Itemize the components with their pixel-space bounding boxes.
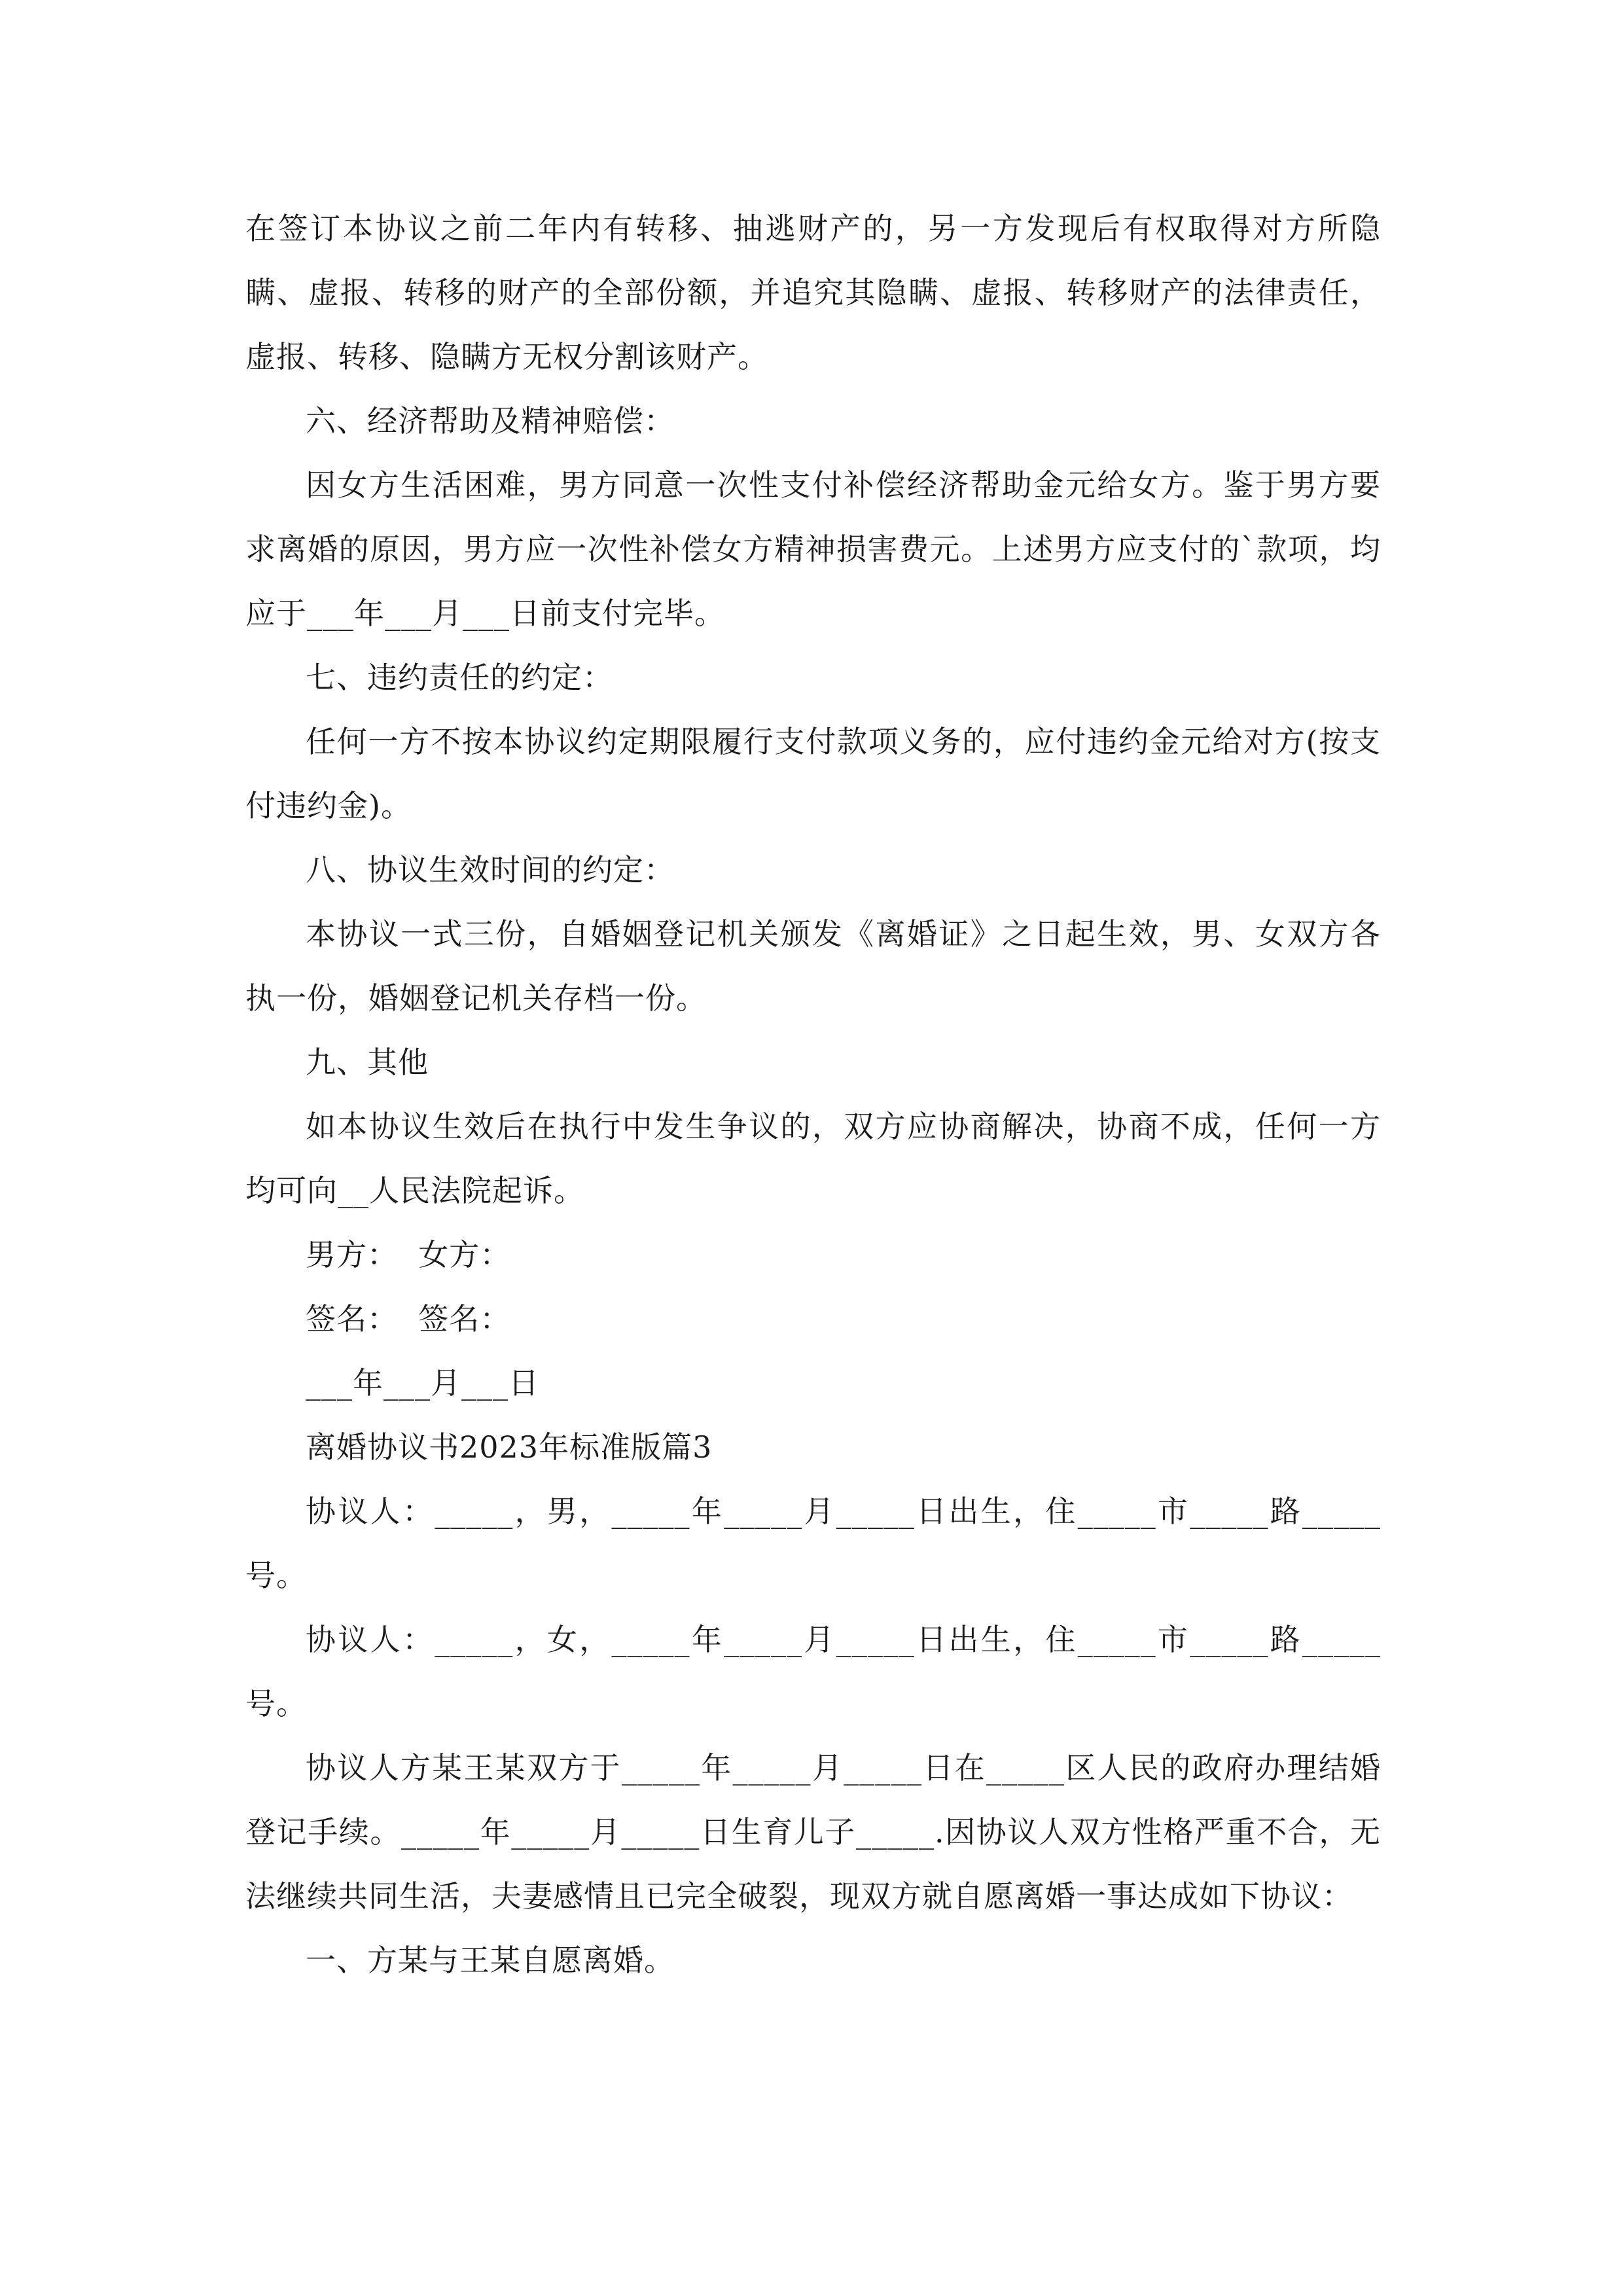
paragraph-property-concealment: 在签订本协议之前二年内有转移、抽逃财产的，另一方发现后有权取得对方所隐瞒、虚报、转移的财产的全部份额，并追究其隐瞒、虚报、转移财产的法律责任，虚报、转移、隐瞒方无权分割该财产。 xyxy=(245,211,1381,374)
signature-parties: 男方： 女方： xyxy=(306,1237,511,1272)
paragraph-party-male: 协议人：_____，男，_____年_____月_____日出生，住_____市_____路_____号。 xyxy=(245,1494,1381,1593)
signature-date: ___年___月___日 xyxy=(306,1365,539,1401)
heading-economic-help: 六、经济帮助及精神赔偿： xyxy=(306,403,675,439)
heading-breach-liability: 七、违约责任的约定： xyxy=(306,660,613,695)
paragraph-economic-help: 因女方生活困难，男方同意一次性支付补偿经济帮助金元给女方。鉴于男方要求离婚的原因，男方应一次性补偿女方精神损害费元。上述男方应支付的`款项，均应于___年___月___日前支付完毕。 xyxy=(245,467,1381,631)
paragraph-effective-time: 本协议一式三份，自婚姻登记机关颁发《离婚证》之日起生效，男、女双方各执一份，婚姻登记机关存档一份。 xyxy=(245,916,1381,1016)
paragraph-dispute: 如本协议生效后在执行中发生争议的，双方应协商解决，协商不成，任何一方均可向__人民法院起诉。 xyxy=(245,1109,1381,1208)
heading-other: 九、其他 xyxy=(306,1045,429,1080)
section-title-version-3: 离婚协议书2023年标准版篇3 xyxy=(306,1429,713,1465)
signature-names: 签名： 签名： xyxy=(306,1301,511,1336)
paragraph-background: 协议人方某王某双方于_____年_____月_____日在_____区人民的政府办理结婚登记手续。_____年_____月_____日生育儿子_____.因协议人双方性格严重不合，无法继续共同生活，夫妻感情且已完全破裂，现双方就自愿离婚一事达成如下协议： xyxy=(245,1750,1381,1914)
document-body xyxy=(245,196,1381,1992)
heading-effective-time: 八、协议生效时间的约定： xyxy=(306,852,675,888)
clause-voluntary-divorce: 一、方某与王某自愿离婚。 xyxy=(306,1943,675,1978)
paragraph-party-female: 协议人：_____，女，_____年_____月_____日出生，住_____市_____路_____号。 xyxy=(245,1622,1381,1721)
paragraph-breach-liability: 任何一方不按本协议约定期限履行支付款项义务的，应付违约金元给对方(按支付违约金)。 xyxy=(245,724,1381,823)
